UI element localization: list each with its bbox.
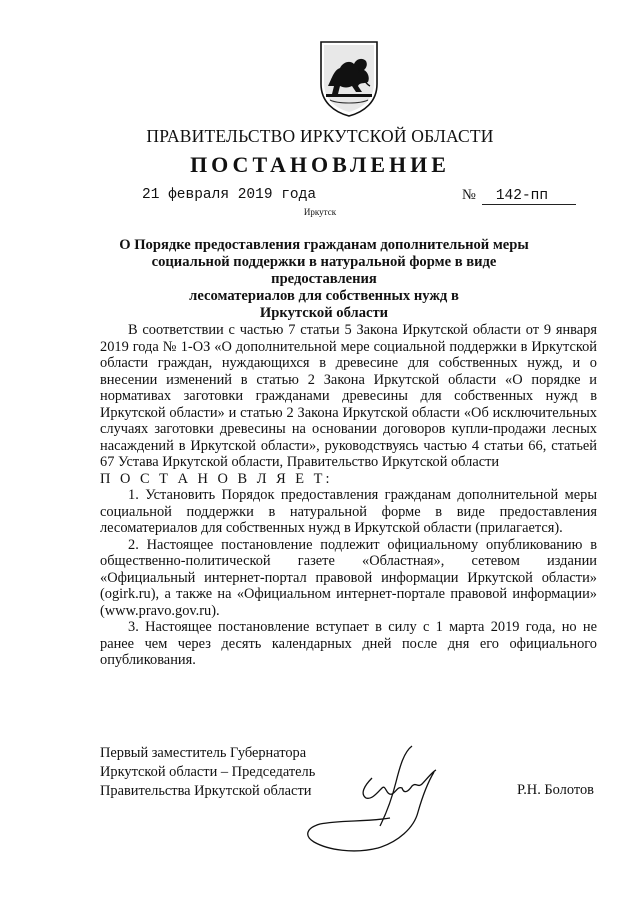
number-label: № xyxy=(462,187,476,203)
signatory-line: Первый заместитель Губернатора xyxy=(100,745,307,761)
decree-heading: П О С Т А Н О В Л Я Е Т: xyxy=(100,470,333,487)
document-type-title: ПОСТАНОВЛЕНИЕ xyxy=(190,152,450,177)
government-name: ПРАВИТЕЛЬСТВО ИРКУТСКОЙ ОБЛАСТИ xyxy=(146,126,494,146)
irkutsk-coat-of-arms-icon xyxy=(318,40,380,118)
decree-item-3: 3. Настоящее постановление вступает в силу с 1 марта 2019 года, но не ранее чем через десять календарных дней после дня его официального опубликования. xyxy=(100,619,597,668)
decree-item-1: 1. Установить Порядок предоставления гражданам дополнительной меры социальной поддержки в натуральной форме в виде предоставления лесоматериалов для собственных нужд в Иркутской области (прилагается). xyxy=(100,487,597,536)
document-body xyxy=(100,322,597,669)
subject-line: О Порядке предоставления гражданам дополнительной меры xyxy=(119,237,529,253)
document-number-block xyxy=(462,187,576,205)
subject-line: лесоматериалов для собственных нужд в xyxy=(189,288,459,304)
document-number: 142-пп xyxy=(482,188,576,205)
decree-item-2: 2. Настоящее постановление подлежит официальному опубликованию в общественно-политической газете «Областная», сетевом издании «Официальный интернет-портал правовой информации Иркутской области» (ogirk.ru), а также на «Официальном интернет-портале правовой информации» (www.pravo.gov.ru). xyxy=(100,536,597,619)
document-date: 21 февраля 2019 года xyxy=(142,187,317,203)
document-subject xyxy=(104,237,544,322)
signatory-position xyxy=(100,744,315,801)
subject-line: Иркутской области xyxy=(259,305,389,321)
subject-line: социальной поддержки в натуральной форме в виде предоставления xyxy=(151,254,497,287)
preamble-paragraph: В соответствии с частью 7 статьи 5 Закона Иркутской области от 9 января 2019 года № 1-ОЗ «О дополнительной мере социальной поддержки в Иркутской области граждан, нуждающихся в древесине для собственных нужд, и о внесении изменений в статью 2 Закона Иркутской области «О порядке и нормативах заготовки гражданами древесины для собственных нужд в Иркутской области» и статью 2 Закона Иркутской области «Об исключительных случаях заготовки древесины на основании договоров купли-продажи лесных насаждений в Иркутской области», руководствуясь частью 4 статьи 66, статьей 67 Устава Иркутской области, Правительство Иркутской области xyxy=(100,322,597,470)
signatory-line: Иркутской области – Председатель xyxy=(100,764,316,780)
city-name: Иркутск xyxy=(303,207,337,217)
handwritten-signature-icon xyxy=(300,742,450,860)
signatory-name: Р.Н. Болотов xyxy=(517,782,594,798)
signatory-line: Правительства Иркутской области xyxy=(100,783,312,799)
